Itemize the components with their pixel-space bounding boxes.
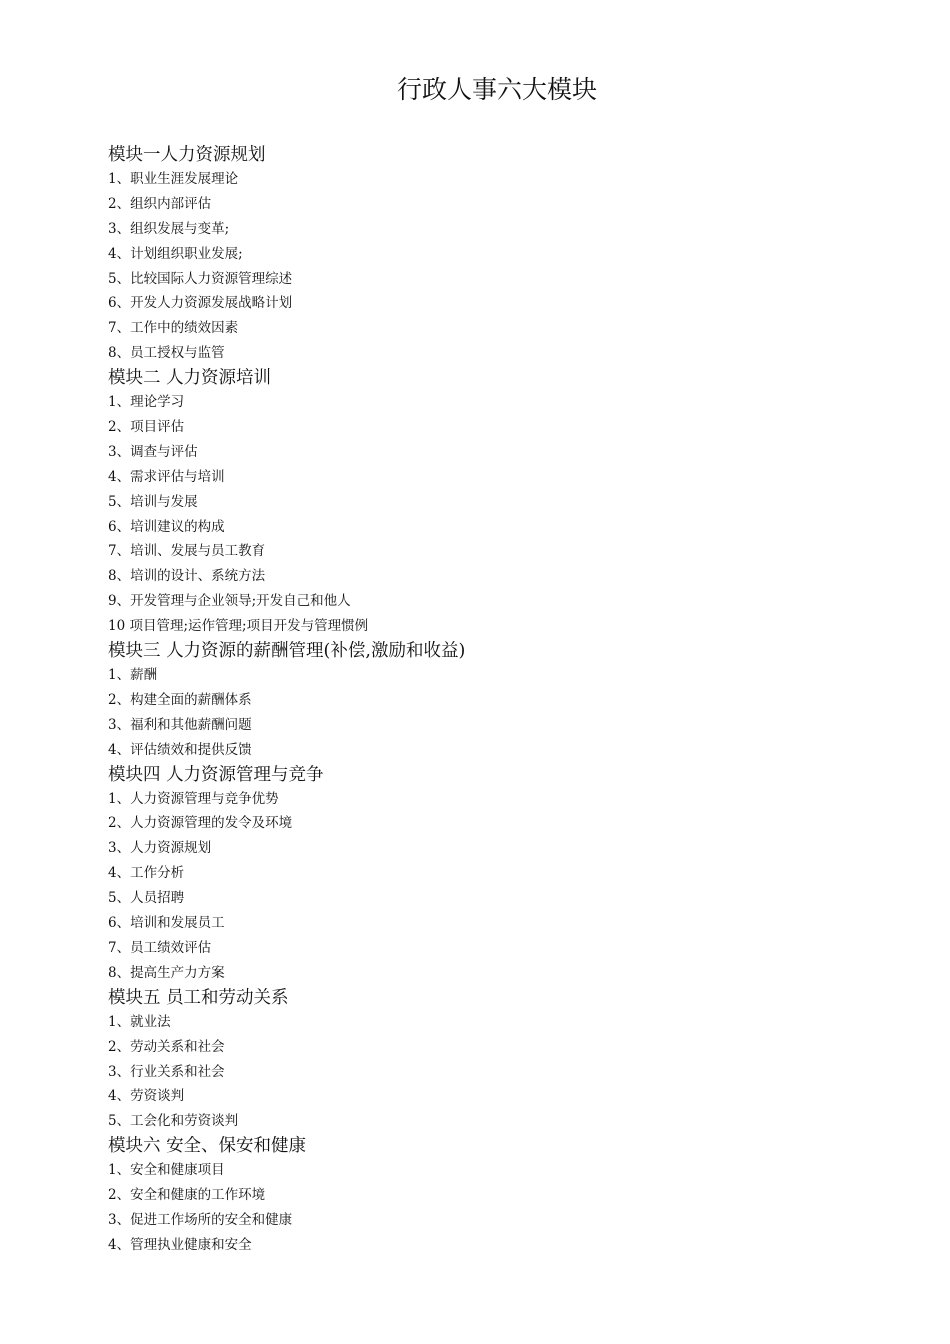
list-item: 3、福利和其他薪酬问题: [108, 716, 252, 733]
list-item: 7、工作中的绩效因素: [108, 320, 239, 337]
list-item: 7、员工绩效评估: [108, 939, 212, 956]
list-item: 4、评估绩效和提供反馈: [108, 741, 252, 758]
list-item: 3、行业关系和社会: [108, 1063, 225, 1080]
list-item: 10 项目管理;运作管理;项目开发与管理惯例: [108, 618, 369, 635]
module-heading: 模块二 人力资源培训: [108, 368, 272, 389]
list-item: 7、培训、发展与员工教育: [108, 543, 266, 560]
list-item: 3、促进工作场所的安全和健康: [108, 1211, 293, 1228]
list-item: 5、比较国际人力资源管理综述: [108, 270, 293, 287]
module-item-list: [108, 167, 868, 366]
list-item: 4、工作分析: [108, 865, 185, 882]
document-title: 行政人事六大模块: [396, 75, 597, 104]
list-item: 5、培训与发展: [108, 493, 198, 510]
module-section: [108, 639, 868, 763]
list-item: 1、人力资源管理与竞争优势: [108, 790, 279, 807]
module-heading: 模块五 员工和劳动关系: [108, 987, 289, 1008]
list-item: 1、就业法: [108, 1013, 171, 1030]
list-item: 2、劳动关系和社会: [108, 1038, 225, 1055]
list-item: 1、职业生涯发展理论: [108, 171, 239, 187]
list-item: 4、劳资谈判: [108, 1088, 185, 1105]
module-item-list: [108, 1010, 868, 1134]
list-item: 5、人员招聘: [108, 890, 185, 907]
list-item: 2、项目评估: [108, 419, 185, 436]
list-item: 4、计划组织职业发展;: [108, 245, 243, 262]
list-item: 1、理论学习: [108, 394, 185, 411]
list-item: 8、提高生产力方案: [108, 964, 225, 981]
list-item: 8、培训的设计、系统方法: [108, 568, 266, 585]
module-section: [108, 366, 868, 639]
list-item: 4、需求评估与培训: [108, 468, 225, 485]
list-item: 8、员工授权与监管: [108, 345, 225, 362]
module-section: [108, 1134, 868, 1258]
module-section: [108, 986, 868, 1134]
list-item: 4、管理执业健康和安全: [108, 1236, 252, 1253]
module-item-list: [108, 787, 868, 986]
list-item: 6、培训建议的构成: [108, 518, 225, 535]
list-item: 3、组织发展与变革;: [108, 220, 230, 237]
list-item: 3、人力资源规划: [108, 840, 212, 857]
module-heading: 模块三 人力资源的薪酬管理(补偿,激励和收益): [108, 641, 466, 662]
module-heading: 模块一人力资源规划: [108, 145, 266, 165]
list-item: 6、培训和发展员工: [108, 915, 225, 932]
document-body: [108, 143, 868, 1258]
list-item: 2、组织内部评估: [108, 195, 212, 212]
list-item: 1、安全和健康项目: [108, 1162, 225, 1179]
module-heading: 模块四 人力资源管理与竞争: [108, 764, 324, 785]
list-item: 2、构建全面的薪酬体系: [108, 691, 252, 708]
module-item-list: [108, 390, 868, 639]
list-item: 6、开发人力资源发展战略计划: [108, 295, 293, 312]
list-item: 5、工会化和劳资谈判: [108, 1113, 239, 1130]
list-item: 3、调查与评估: [108, 443, 198, 460]
list-item: 2、人力资源管理的发令及环境: [108, 815, 293, 832]
module-item-list: [108, 663, 868, 763]
module-section: [108, 763, 868, 986]
module-item-list: [108, 1158, 868, 1258]
module-section: [108, 143, 868, 366]
list-item: 9、开发管理与企业领导;开发自己和他人: [108, 593, 351, 610]
module-heading: 模块六 安全、保安和健康: [108, 1136, 307, 1157]
list-item: 2、安全和健康的工作环境: [108, 1187, 266, 1204]
list-item: 1、薪酬: [108, 667, 158, 684]
